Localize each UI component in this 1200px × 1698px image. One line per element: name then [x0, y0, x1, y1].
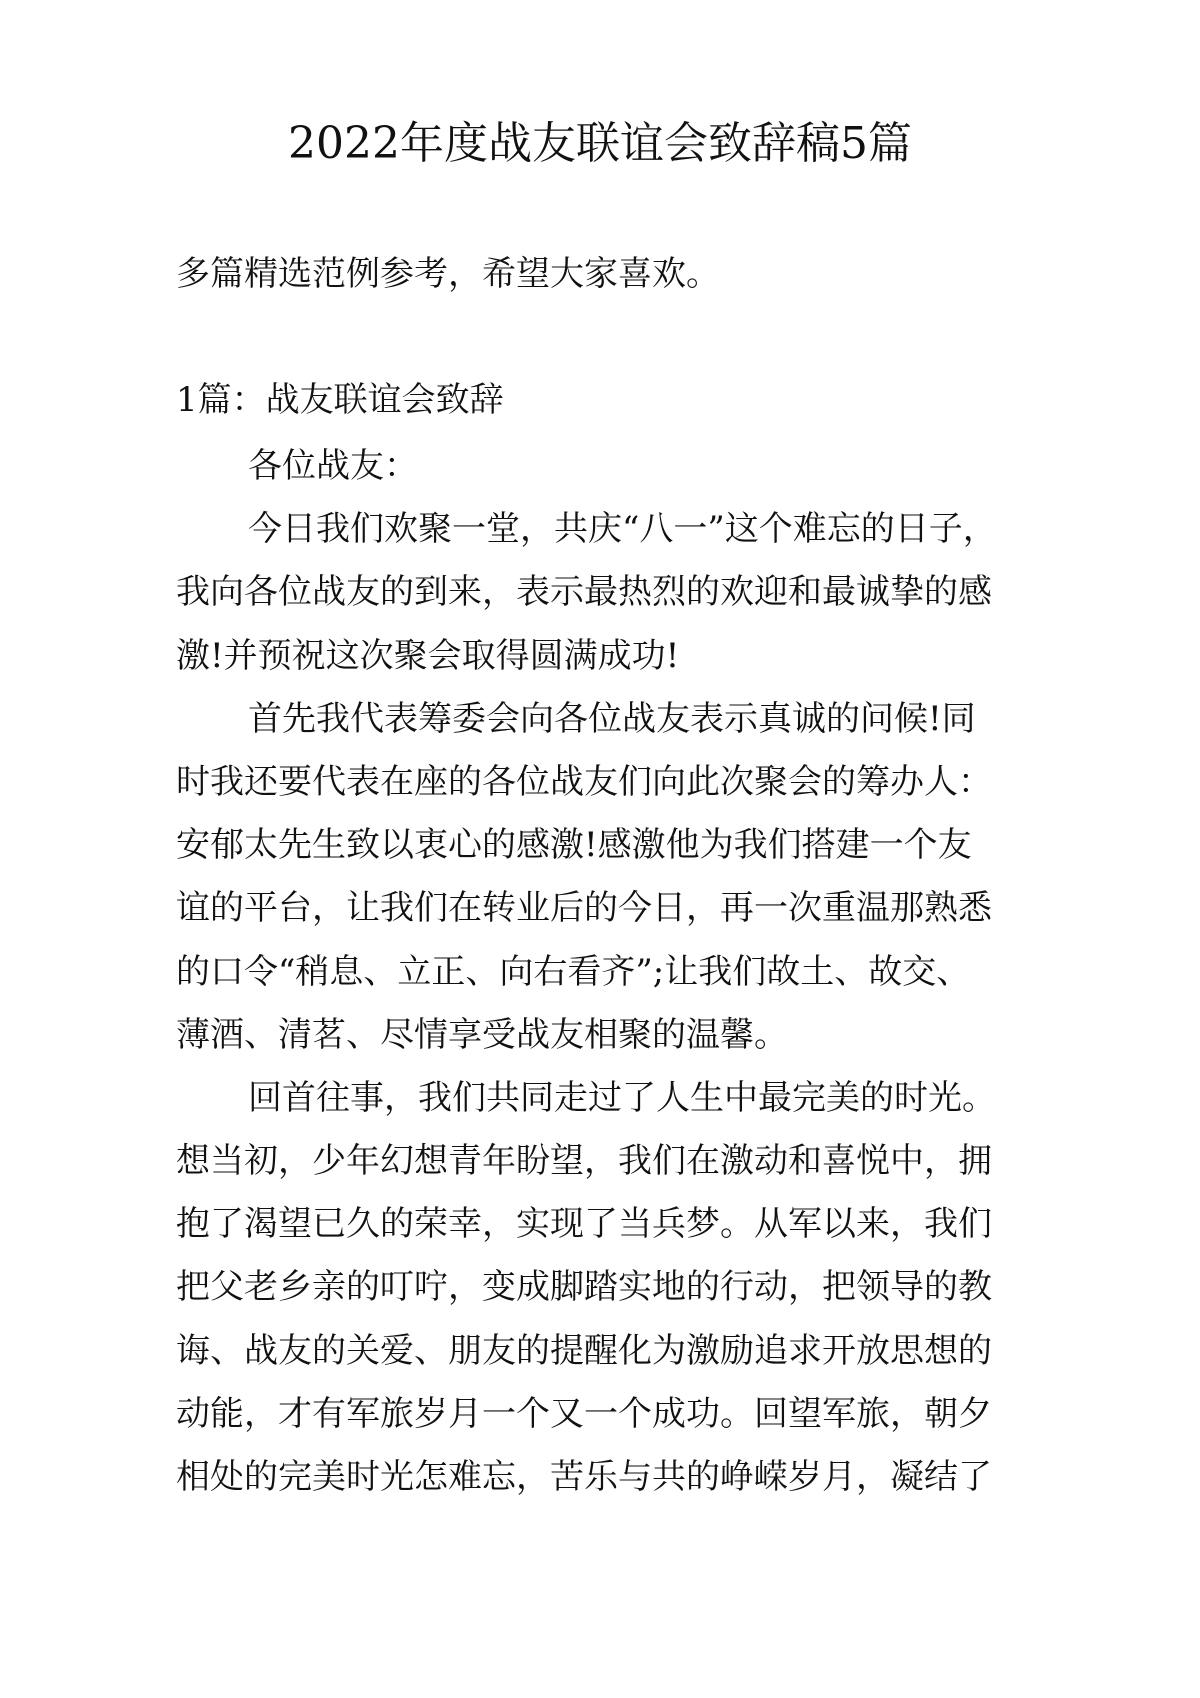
document-title: 2022年度战友联谊会致辞稿5篇	[288, 118, 912, 169]
paragraph-line: 我向各位战友的到来，表示最热烈的欢迎和最诚挚的感	[176, 572, 992, 613]
paragraph-line: 动能，才有军旅岁月一个又一个成功。回望军旅，朝夕	[176, 1393, 992, 1434]
paragraph-line: 想当初，少年幻想青年盼望，我们在激动和喜悦中，拥	[176, 1141, 992, 1182]
paragraph-line: 相处的完美时光怎难忘，苦乐与共的峥嵘岁月，凝结了	[176, 1457, 992, 1497]
paragraph-line: 时我还要代表在座的各位战友们向此次聚会的筹办人：	[176, 761, 992, 802]
paragraph-line: 薄酒、清茗、尽情享受战友相聚的温馨。	[176, 1014, 788, 1055]
paragraph-line: 把父老乡亲的叮咛，变成脚踏实地的行动，把领导的教	[176, 1267, 992, 1308]
paragraph-line: 诲、战友的关爱、朋友的提醒化为激励追求开放思想的	[176, 1330, 992, 1371]
paragraph-line: 安郁太先生致以衷心的感激!感激他为我们搭建一个友	[176, 825, 972, 866]
paragraph-line: 今日我们欢聚一堂，共庆“八一”这个难忘的日子，	[248, 509, 997, 550]
paragraph-line: 回首往事，我们共同走过了人生中最完美的时光。	[248, 1077, 996, 1118]
paragraph-line: 的口令“稍息、立正、向右看齐”;让我们故土、故交、	[176, 951, 971, 992]
speech-body	[176, 435, 1056, 1509]
section-heading: 1篇：战友联谊会致辞	[176, 380, 504, 420]
paragraph-line: 激!并预祝这次聚会取得圆满成功!	[176, 635, 680, 676]
intro-text: 多篇精选范例参考，希望大家喜欢。	[176, 254, 720, 294]
paragraph-line: 抱了渴望已久的荣幸，实现了当兵梦。从军以来，我们	[176, 1204, 992, 1245]
paragraph-line: 首先我代表筹委会向各位战友表示真诚的问候!同	[248, 698, 976, 739]
salutation-line: 各位战友：	[248, 446, 418, 486]
paragraph-line: 谊的平台，让我们在转业后的今日，再一次重温那熟悉	[176, 888, 992, 929]
